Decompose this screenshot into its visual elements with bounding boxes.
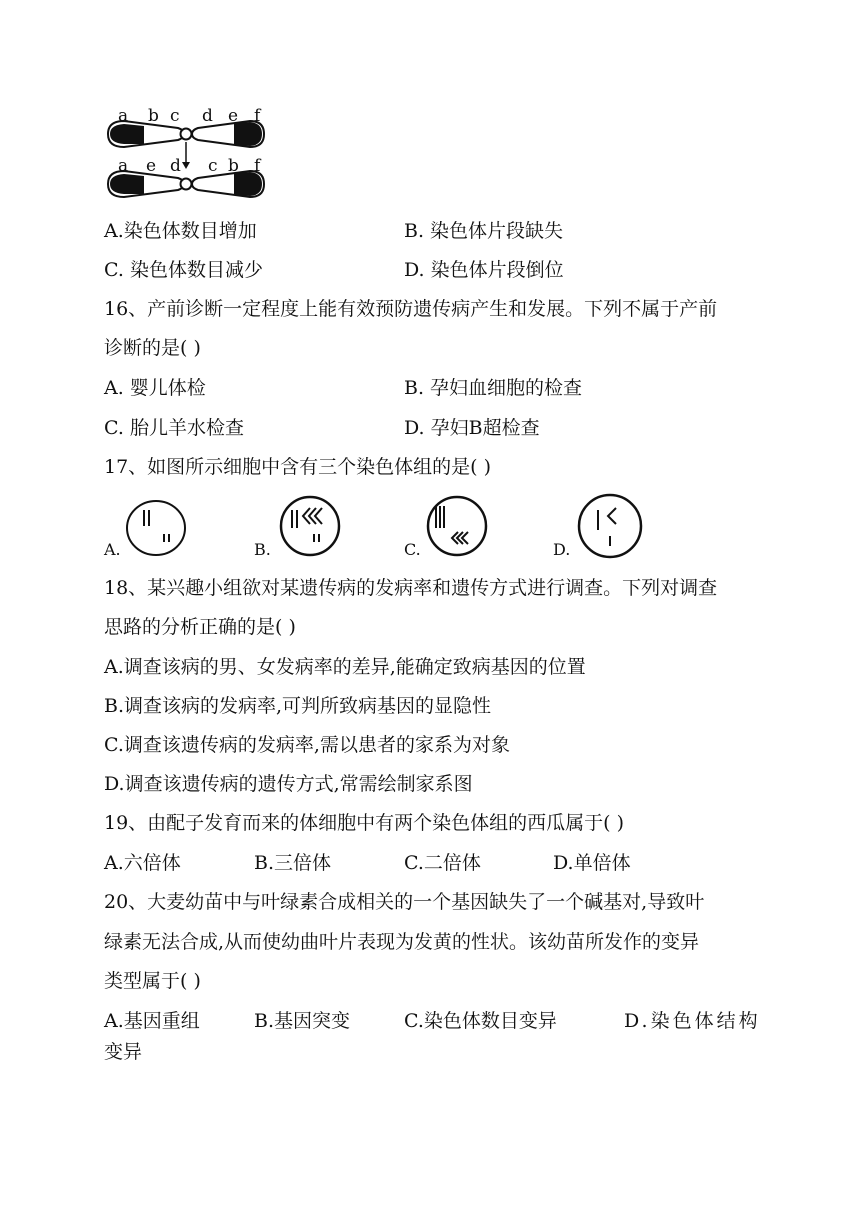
chromosome-diagram [104, 106, 274, 198]
q20-stem-cont2: 类型属于( ) [104, 970, 201, 992]
q15-option-d[interactable]: D. 染色体片段倒位 [404, 259, 564, 281]
cell-b-icon[interactable] [276, 494, 344, 558]
q18-option-d[interactable]: D.调查该遗传病的遗传方式,常需绘制家系图 [104, 773, 473, 795]
q17-label-c[interactable]: C. [404, 540, 421, 559]
q20-option-c[interactable]: C.染色体数目变异 [404, 1010, 557, 1032]
q18-option-b[interactable]: B.调查该病的发病率,可判所致病基因的显隐性 [104, 695, 492, 717]
gene-label: f [254, 156, 261, 176]
gene-label: b [148, 106, 159, 126]
cell-c-icon[interactable] [424, 494, 490, 558]
q15-option-c[interactable]: C. 染色体数目减少 [104, 259, 263, 281]
q16-option-b[interactable]: B. 孕妇血细胞的检查 [404, 377, 583, 399]
q19-stem: 19、由配子发育而来的体细胞中有两个染色体组的西瓜属于( ) [104, 812, 625, 834]
q18-stem-cont: 思路的分析正确的是( ) [104, 616, 296, 638]
cell-a-icon[interactable] [124, 498, 188, 558]
q16-option-a[interactable]: A. 婴儿体检 [104, 377, 206, 399]
gene-label: c [170, 106, 180, 126]
q16-stem: 16、产前诊断一定程度上能有效预防遗传病产生和发展。下列不属于产前 [104, 298, 718, 320]
gene-label: e [146, 156, 157, 176]
chromosome-inversion-figure [104, 106, 274, 198]
q20-stem: 20、大麦幼苗中与叶绿素合成相关的一个基因缺失了一个碱基对,导致叶 [104, 891, 705, 913]
q17-label-d[interactable]: D. [553, 540, 571, 559]
q20-stem-cont: 绿素无法合成,从而使幼曲叶片表现为发黄的性状。该幼苗所发作的变异 [104, 931, 700, 953]
q19-option-a[interactable]: A.六倍体 [104, 852, 181, 874]
gene-label: d [202, 106, 213, 126]
gene-label: f [254, 106, 261, 126]
gene-label: b [228, 156, 239, 176]
q15-option-a[interactable]: A.染色体数目增加 [104, 220, 257, 242]
q18-option-a[interactable]: A.调查该病的男、女发病率的差异,能确定致病基因的位置 [104, 656, 586, 678]
q20-option-b[interactable]: B.基因突变 [254, 1010, 351, 1032]
gene-label: a [118, 156, 129, 176]
q15-option-b[interactable]: B. 染色体片段缺失 [404, 220, 564, 242]
q19-option-b[interactable]: B.三倍体 [254, 852, 332, 874]
q20-option-d[interactable]: D.染色体结构 [624, 1010, 761, 1032]
q17-label-b[interactable]: B. [254, 540, 271, 559]
cell-d-icon[interactable] [576, 492, 644, 560]
gene-label: e [228, 106, 239, 126]
q18-stem: 18、某兴趣小组欲对某遗传病的发病率和遗传方式进行调查。下列对调查 [104, 577, 718, 599]
q19-option-c[interactable]: C.二倍体 [404, 852, 481, 874]
q16-option-d[interactable]: D. 孕妇B超检查 [404, 417, 540, 439]
q20-option-d-wrap: 变异 [104, 1041, 143, 1063]
gene-label: d [170, 156, 181, 176]
q16-option-c[interactable]: C. 胎儿羊水检查 [104, 417, 244, 439]
q19-option-d[interactable]: D.单倍体 [553, 852, 631, 874]
gene-label: a [118, 106, 129, 126]
q18-option-c[interactable]: C.调查该遗传病的发病率,需以患者的家系为对象 [104, 734, 510, 756]
q20-option-a[interactable]: A.基因重组 [104, 1010, 200, 1032]
q16-stem-cont: 诊断的是( ) [104, 337, 201, 359]
q17-label-a[interactable]: A. [104, 540, 121, 559]
gene-label: c [208, 156, 218, 176]
q17-stem: 17、如图所示细胞中含有三个染色体组的是( ) [104, 456, 492, 478]
